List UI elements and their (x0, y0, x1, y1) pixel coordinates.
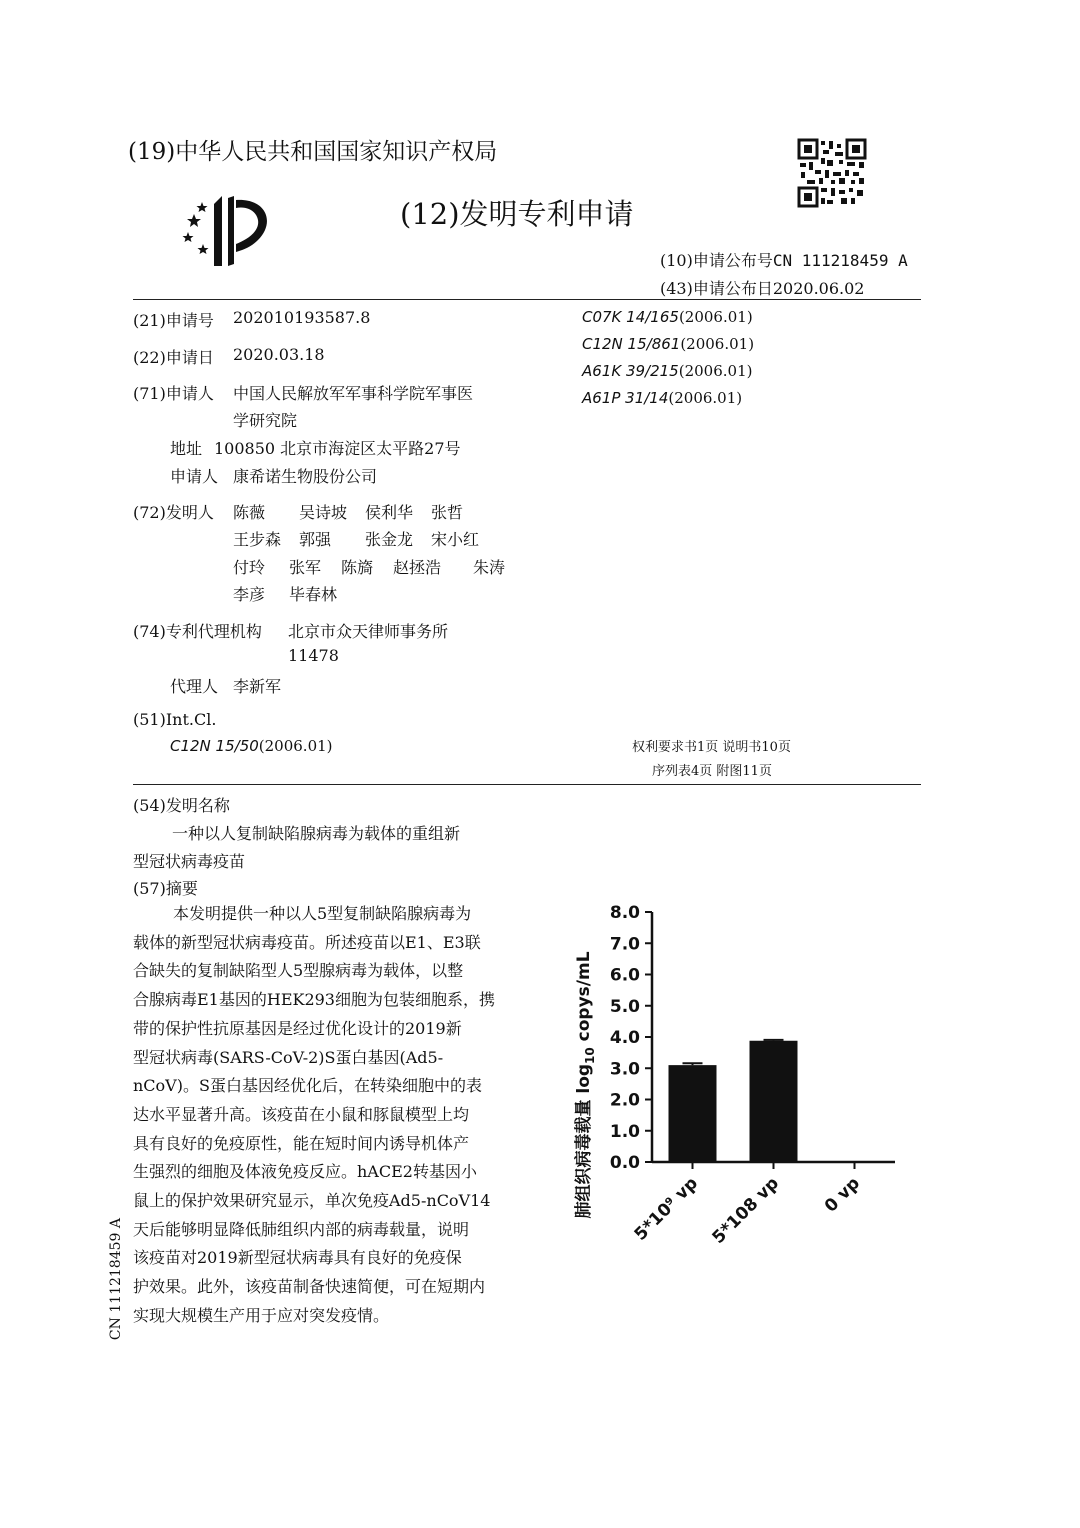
qr-code (797, 138, 867, 208)
viral-load-chart (555, 870, 925, 1250)
abstract-line: 达水平显著升高。该疫苗在小鼠和豚鼠模型上均 (133, 1104, 470, 1124)
y-tick-label: 7.0 (609, 934, 640, 955)
inventor: 毕春林 (289, 585, 338, 604)
intcl-code: C12N 15/50 (170, 737, 259, 755)
abstract-body (133, 900, 513, 1331)
intcl-entry (170, 737, 333, 755)
inventors-row-2 (233, 527, 497, 550)
page-counts-2: 序列表4页 附图11页 (652, 764, 772, 779)
app-no-value: 202010193587.8 (233, 308, 371, 327)
applicant2-label: 申请人 (170, 467, 219, 486)
app-no-label: (21)申请号 (133, 311, 214, 330)
app-date-label: (22)申请日 (133, 348, 214, 367)
inventor: 陈薇 (233, 503, 266, 522)
publication-number-row (660, 248, 908, 271)
inventor: 赵拯浩 (393, 558, 442, 577)
app-date-value: 2020.03.18 (233, 345, 325, 364)
bar (750, 1041, 798, 1162)
inventor: 王步森 (233, 530, 282, 549)
y-axis-label-tail: copys/mL (574, 951, 594, 1048)
inventor: 付玲 (233, 558, 266, 577)
abstract-line: 型冠状病毒(SARS-CoV-2)S蛋白基因(Ad5- (133, 1047, 444, 1067)
abstract-line: 本发明提供一种以人5型复制缺陷腺病毒为 (173, 904, 472, 923)
inventors-row-4 (233, 582, 355, 605)
y-tick-label: 1.0 (609, 1121, 640, 1142)
divider-top (133, 299, 921, 300)
title-line1: 一种以人复制缺陷腺病毒为载体的重组新 (172, 824, 461, 843)
cnipa-logo (180, 192, 280, 268)
abstract-line: 载体的新型冠状病毒疫苗。所述疫苗以E1、E3联 (133, 932, 481, 952)
inventor: 张哲 (431, 503, 464, 522)
side-publication-number: CN 111218459 A (108, 1218, 124, 1341)
address-label: 地址 (170, 439, 203, 458)
ipc-version: (2006.01) (678, 308, 753, 326)
y-tick-label: 0.0 (609, 1153, 640, 1173)
ipc-code: C12N 15/861 (582, 335, 681, 353)
ipc-version: (2006.01) (678, 362, 753, 380)
ipc-version: (2006.01) (668, 389, 743, 407)
abstract-line: 实现大规模生产用于应对突发疫情。 (133, 1305, 390, 1325)
abstract-line: nCoV)。S蛋白基因经优化后，在转染细胞中的表 (133, 1076, 482, 1096)
inventor: 朱涛 (473, 558, 506, 577)
inventors-row-3 (233, 555, 513, 578)
applicant-label: (71)申请人 (133, 384, 214, 403)
pub-no-value: CN 111218459 A (772, 251, 908, 270)
abstract-line: 合腺病毒E1基因的HEK293细胞为包装细胞系，携 (133, 990, 495, 1010)
pub-date-value: 2020.06.02 (772, 279, 865, 298)
applicant2-value: 康希诺生物股份公司 (233, 467, 378, 486)
inventor: 侯利华 (365, 503, 414, 522)
abstract-line: 具有良好的免疫原性，能在短时间内诱导机体产 (133, 1133, 470, 1153)
ipc-entry (582, 308, 753, 326)
agent-value: 李新军 (233, 677, 282, 696)
inventor: 吴诗坡 (299, 503, 348, 522)
agency-value: 北京市众天律师事务所 (288, 622, 449, 641)
x-category-label: 0 vp (820, 1173, 865, 1217)
inventors-row-1 (233, 500, 497, 523)
page-counts-1: 权利要求书1页 说明书10页 (632, 740, 791, 755)
ipc-code: A61K 39/215 (582, 362, 679, 380)
inventor: 宋小红 (431, 530, 480, 549)
document-type: (12)发明专利申请 (400, 197, 634, 231)
ipc-entry (582, 362, 752, 380)
inventor: 张军 (289, 558, 322, 577)
intcl-version: (2006.01) (258, 737, 333, 755)
y-tick-label: 4.0 (609, 1028, 640, 1048)
agency-code: 11478 (288, 646, 339, 665)
bar (669, 1065, 717, 1162)
title-line2: 型冠状病毒疫苗 (133, 852, 246, 871)
inventor: 李彦 (233, 585, 266, 604)
ipc-code: C07K 14/165 (582, 308, 679, 326)
abstract-line: 该疫苗对2019新型冠状病毒具有良好的免疫保 (133, 1248, 462, 1268)
abstract-label: (57)摘要 (133, 879, 198, 898)
ipc-version: (2006.01) (680, 335, 755, 353)
y-axis-label-main: 肺组织病毒载量 log (574, 1063, 594, 1219)
y-tick-label: 2.0 (609, 1090, 640, 1111)
y-axis-label (573, 951, 597, 1218)
inventor: 郭强 (299, 530, 332, 549)
applicant-line2: 学研究院 (233, 411, 298, 430)
inventors-label: (72)发明人 (133, 503, 214, 522)
ipc-code: A61P 31/14 (582, 389, 669, 407)
inventor: 陈旖 (341, 558, 374, 577)
publication-date-row (660, 276, 864, 299)
applicant-line1: 中国人民解放军军事科学院军事医 (233, 384, 474, 403)
intcl-label: (51)Int.Cl. (133, 710, 217, 729)
y-tick-label: 8.0 (609, 903, 640, 923)
abstract-line: 护效果。此外，该疫苗制备快速简便，可在短期内 (133, 1277, 486, 1297)
title-label: (54)发明名称 (133, 796, 230, 815)
divider-bottom (133, 784, 921, 785)
ipc-entry (582, 389, 742, 407)
abstract-line: 带的保护性抗原基因是经过优化设计的2019新 (133, 1018, 462, 1038)
inventor: 张金龙 (365, 530, 414, 549)
y-tick-label: 6.0 (609, 965, 640, 986)
y-axis-label-sub: 10 (583, 1047, 597, 1064)
pub-no-label: (10)申请公布号 (660, 251, 773, 270)
abstract-line: 天后能够明显降低肺组织内部的病毒载量，说明 (133, 1219, 470, 1239)
x-category-label: 5*10⁹ vp (630, 1173, 703, 1245)
office-name: (19)中华人民共和国国家知识产权局 (128, 139, 498, 165)
agent-label: 代理人 (170, 677, 219, 696)
abstract-line: 生强烈的细胞及体液免疫反应。hACE2转基因小 (133, 1162, 477, 1182)
agency-label: (74)专利代理机构 (133, 622, 262, 641)
y-tick-label: 5.0 (609, 996, 640, 1017)
y-tick-label: 3.0 (609, 1059, 640, 1080)
x-category-label: 5*108 vp (708, 1173, 784, 1248)
abstract-line: 鼠上的保护效果研究显示，单次免疫Ad5-nCoV14 (133, 1191, 491, 1211)
abstract-line: 合缺失的复制缺陷型人5型腺病毒为载体，以整 (133, 961, 464, 981)
address-value: 100850 北京市海淀区太平路27号 (214, 439, 461, 458)
ipc-entry (582, 335, 754, 353)
pub-date-label: (43)申请公布日 (660, 279, 773, 298)
